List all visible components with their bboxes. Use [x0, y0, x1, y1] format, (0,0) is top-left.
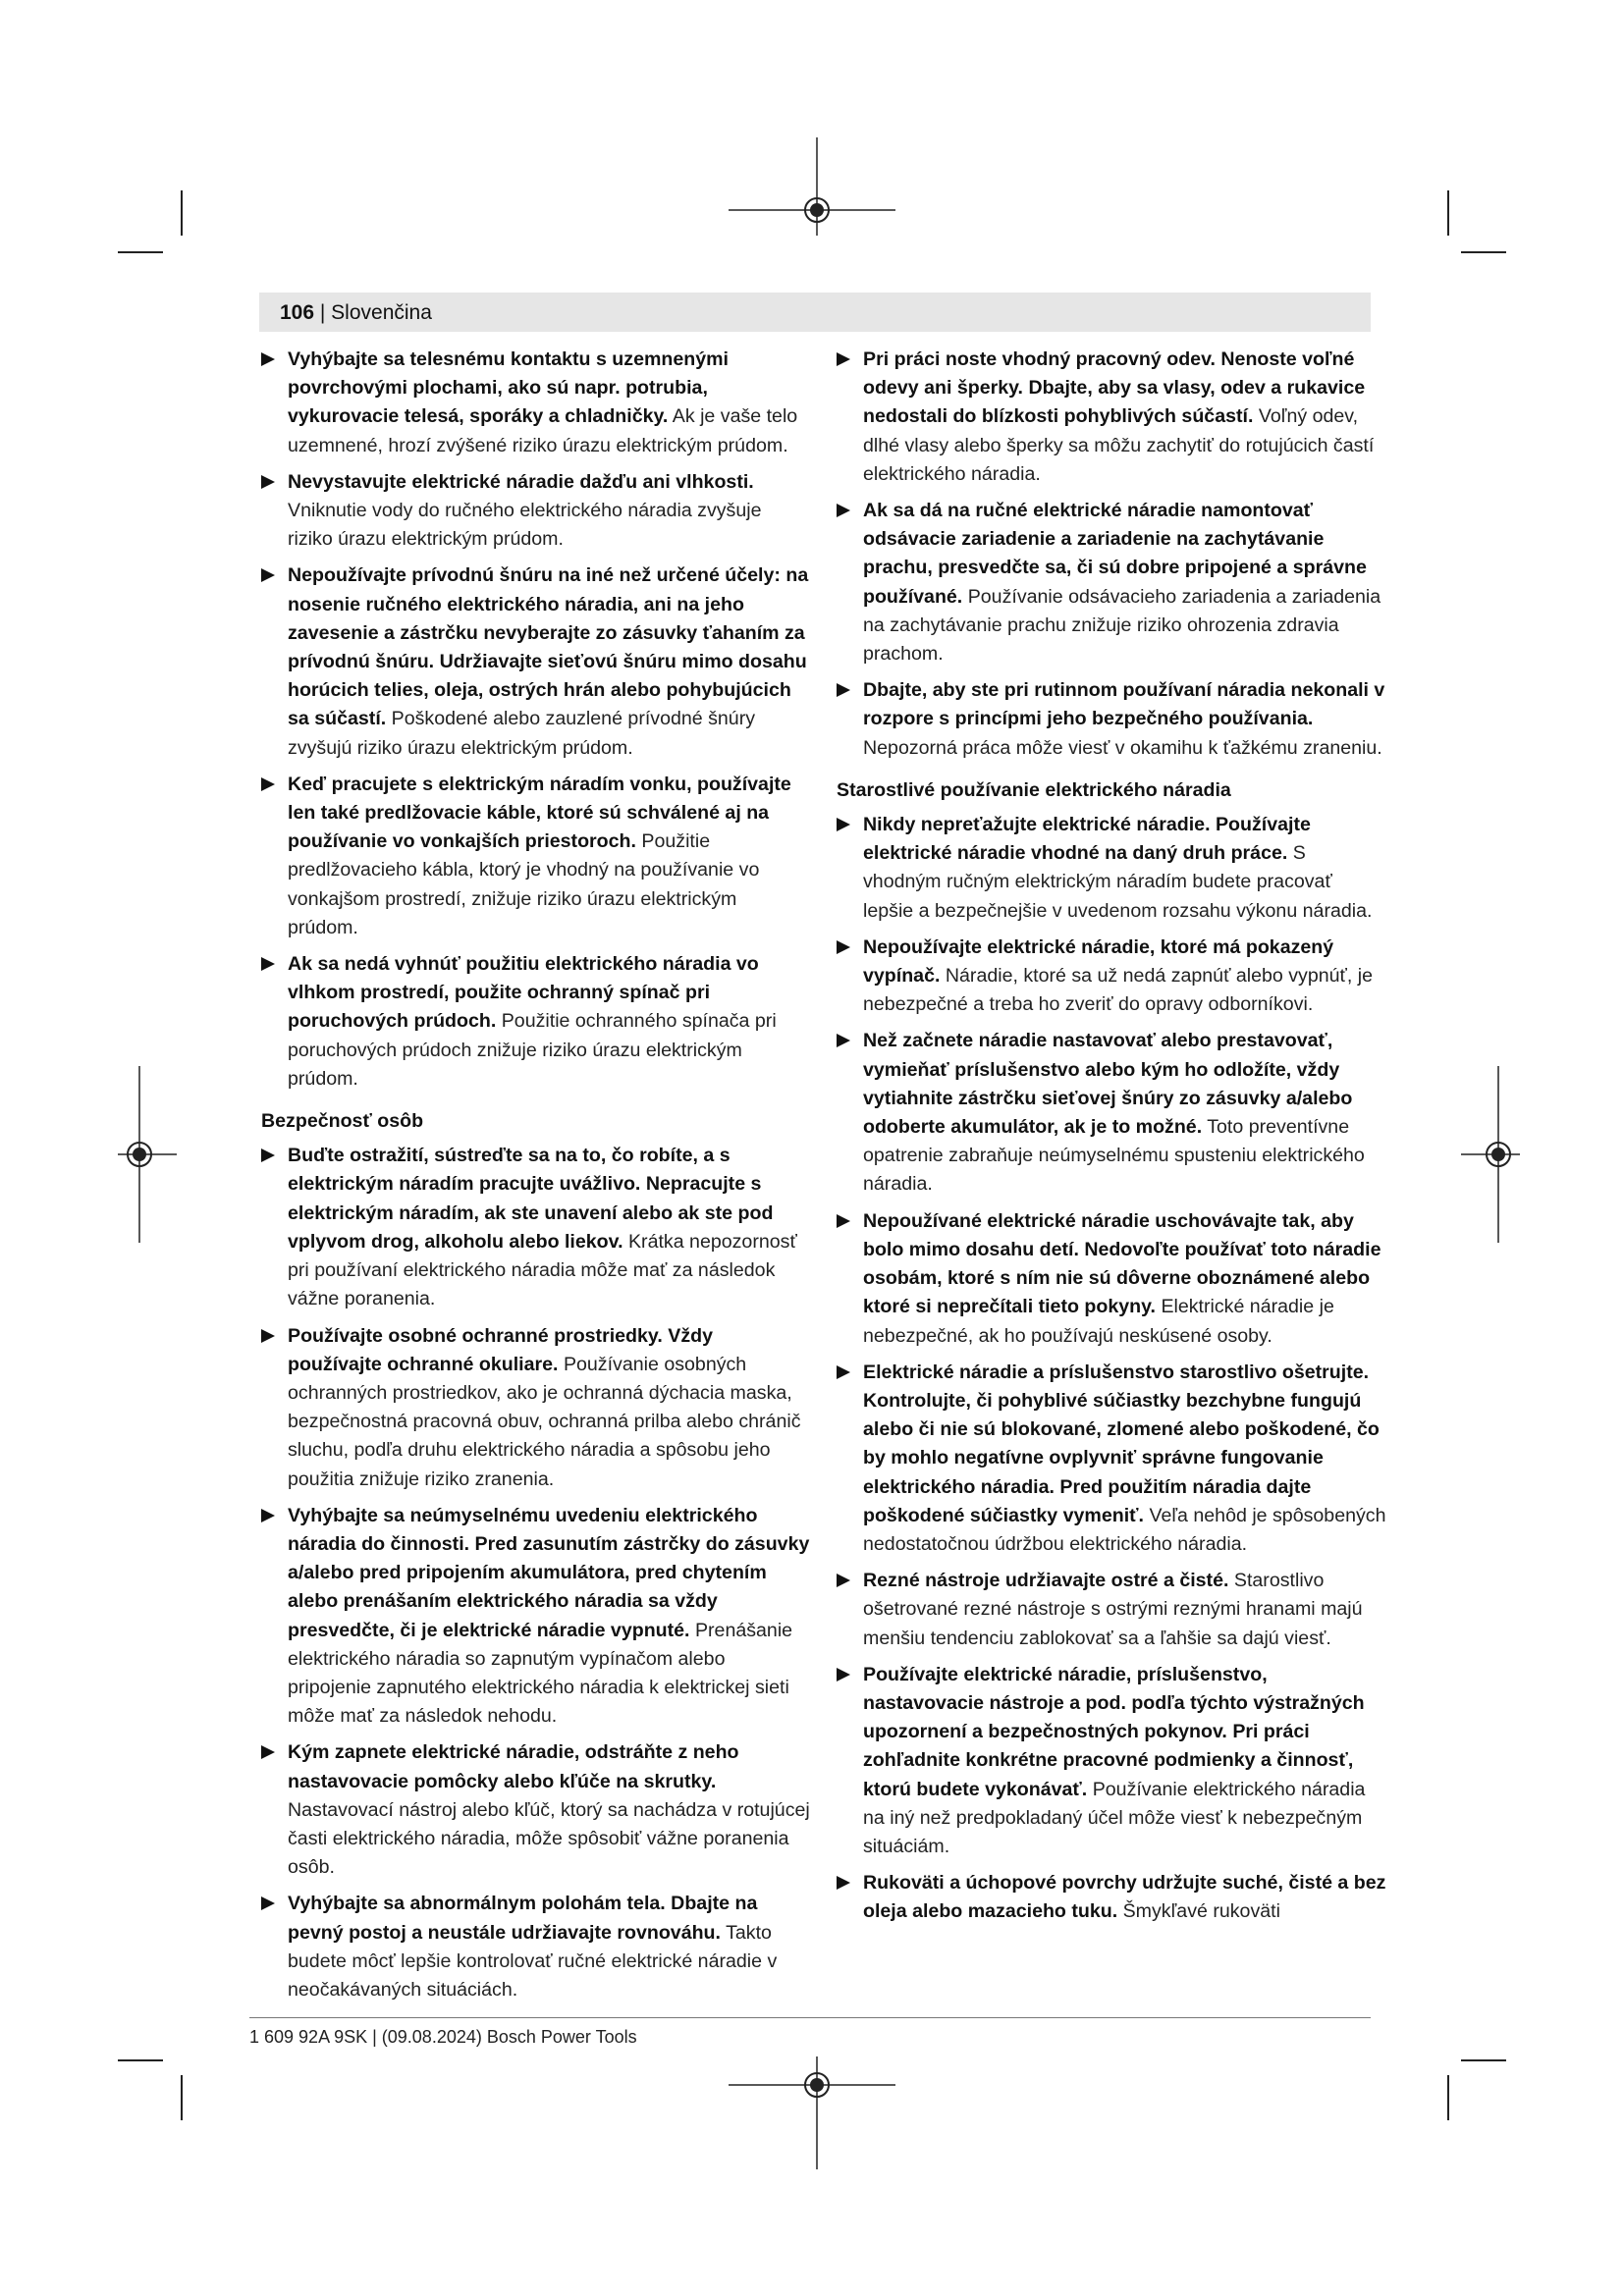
section-heading: Bezpečnosť osôb — [261, 1110, 424, 1133]
crop-mark — [181, 190, 183, 236]
safety-instruction — [837, 811, 1386, 926]
bullet-triangle-icon — [837, 1574, 850, 1587]
instruction-bold: Než začnete náradie nastavovať alebo prestavovať, vymieňať príslušenstvo alebo kým ho odložíte, vždy vytiahnite zástrčku sieťovej šnúry zo zásuvky a/alebo odoberte akumulátor, ak je to možné. — [863, 1030, 1353, 1139]
instruction-bold: Buďte ostražití, sústreďte sa na to, čo robíte, a s elektrickým náradím pracujte uvážlivo. Nepracujte s elektrickým náradím, ak ste unavení alebo ak ste pod vplyvom drog, alkoholu alebo liekov. — [288, 1145, 774, 1253]
instruction-bold: Vyhýbajte sa neúmyselnému uvedeniu elektrického náradia do činnosti. Pred zasunutím zástrčky do zásuvky a/alebo pred pripojením akumulátora, pred chytením alebo prenášaním elektrického náradia sa vždy presvedčte, či je elektrické náradie vypnuté. — [288, 1504, 810, 1641]
instruction-bold: Elektrické náradie a príslušenstvo starostlivo ošetrujte. Kontrolujte, či pohyblivé súčiastky bezchybne fungujú alebo či nie sú blokované, zlomené alebo poškodené, čo by mohlo negatívne ovplyvniť správne fungovanie elektrického náradia. Pred použitím náradia dajte poškodené súčiastky vymeniť. — [863, 1361, 1380, 1526]
bullet-triangle-icon — [837, 1876, 850, 1890]
safety-instruction — [261, 1502, 811, 1732]
instruction-text: Poškodené alebo zauzlené prívodné šnúry zvyšujú riziko úrazu elektrickým prúdom. — [288, 708, 756, 759]
instruction-text: Veľa nehôd je spôsobených nedostatočnou údržbou elektrického náradia. — [863, 1504, 1386, 1555]
registration-mark-icon — [118, 1066, 177, 1243]
registration-mark-icon — [729, 2052, 895, 2169]
bullet-triangle-icon — [261, 957, 275, 971]
bullet-triangle-icon — [837, 352, 850, 366]
safety-instruction — [261, 1890, 811, 2004]
instruction-text: Nastavovací nástroj alebo kľúč, ktorý sa nachádza v rotujúcej časti elektrického náradia, môže spôsobiť vážne poranenia osôb. — [288, 1798, 810, 1879]
bullet-triangle-icon — [261, 1148, 275, 1162]
crop-mark — [118, 251, 163, 253]
crop-mark — [1447, 2075, 1449, 2120]
instruction-text: Voľný odev, dlhé vlasy alebo šperky sa môžu zachytiť do rotujúcich častí elektrického náradia. — [863, 405, 1375, 485]
crop-mark — [1447, 190, 1449, 236]
instruction-bold: Nepoužívajte elektrické náradie, ktoré má pokazený vypínač. — [863, 935, 1334, 988]
instruction-text: Krátka nepozornosť pri používaní elektrického náradia môže mať za následok vážne poranenia. — [288, 1230, 797, 1310]
instruction-bold: Vyhýbajte sa abnormálnym polohám tela. Dbajte na pevný postoj a neustále udržiavajte rovnováhu. — [288, 1893, 758, 1944]
bullet-triangle-icon — [261, 777, 275, 791]
instruction-text: Toto preventívne opatrenie zabraňuje neúmyselnému spusteniu elektrického náradia. — [863, 1116, 1365, 1196]
bullet-triangle-icon — [837, 1034, 850, 1047]
registration-mark-icon — [1461, 1066, 1520, 1243]
safety-instruction — [837, 497, 1386, 668]
bullet-triangle-icon — [837, 818, 850, 831]
instruction-text: Používanie odsávacieho zariadenia a zariadenia na zachytávanie prachu znižuje riziko ohrozenia zdravia prachom. — [863, 585, 1381, 666]
instruction-bold: Nevystavujte elektrické náradie dažďu ani vlhkosti. — [288, 470, 754, 493]
bullet-triangle-icon — [837, 1214, 850, 1228]
instruction-text: S vhodným ručným elektrickým náradím budete pracovať lepšie a bezpečnejšie v uvedenom rozsahu výkonu náradia. — [863, 842, 1373, 922]
safety-instruction — [837, 346, 1386, 489]
instruction-text: Starostlivo ošetrované rezné nástroje s ostrými reznými hranami majú menšiu tendenciu zablokovať sa a ľahšie sa dajú viesť. — [863, 1570, 1363, 1649]
instruction-bold: Kým zapnete elektrické náradie, odstráňte z neho nastavovacie pomôcky alebo kľúče na skrutky. — [288, 1741, 739, 1792]
footer-rule — [249, 2017, 1371, 2018]
page-number: 106 — [280, 301, 315, 324]
page-footer: 1 609 92A 9SK | (09.08.2024) Bosch Power Tools — [249, 2027, 637, 2047]
bullet-triangle-icon — [837, 504, 850, 517]
instruction-text: Vniknutie vody do ručného elektrického náradia zvyšuje riziko úrazu elektrickým prúdom. — [288, 500, 762, 551]
instruction-text: Elektrické náradie je nebezpečné, ak ho používajú neskúsené osoby. — [863, 1296, 1334, 1347]
bullet-triangle-icon — [261, 1329, 275, 1343]
instruction-bold: Používajte elektrické náradie, príslušenstvo, nastavovacie nástroje a pod. podľa týchto výstražných upozornení a bezpečnostných pokynov. Pri práci zohľadnite konkrétne pracovné podmienky a činnosť, ktorú budete vykonávať. — [863, 1663, 1365, 1800]
bullet-triangle-icon — [261, 568, 275, 582]
registration-mark-icon — [729, 137, 895, 245]
instruction-bold: Rezné nástroje udržiavajte ostré a čisté. — [863, 1570, 1229, 1592]
bullet-triangle-icon — [261, 1896, 275, 1910]
bullet-triangle-icon — [837, 1668, 850, 1682]
right-column — [837, 346, 1386, 1935]
bullet-triangle-icon — [261, 1509, 275, 1522]
instruction-text: Použitie ochranného spínača pri poruchových prúdoch znižuje riziko úrazu elektrickým prúdom. — [288, 1010, 777, 1090]
instruction-bold: Ak sa dá na ručné elektrické náradie namontovať odsávacie zariadenie a zariadenie na zachytávanie prachu, presvedčte sa, či sú dobre pripojené a správne používané. — [863, 500, 1367, 608]
safety-instruction — [261, 1142, 811, 1313]
instruction-text: Použitie predlžovacieho kábla, ktorý je vhodný na používanie vo vonkajšom prostredí, znižuje riziko úrazu elektrickým prúdom. — [288, 830, 760, 938]
bullet-triangle-icon — [837, 1365, 850, 1379]
safety-instruction — [261, 950, 811, 1094]
crop-mark — [1461, 2059, 1506, 2061]
safety-instruction — [837, 1207, 1386, 1351]
instruction-bold: Nepoužívané elektrické náradie uschovávajte tak, aby bolo mimo dosahu detí. Nedovoľte používať toto náradie osobám, ktoré s ním nie sú dôverne oboznámené alebo ktoré si neprečítali tieto pokyny. — [863, 1209, 1381, 1318]
bullet-triangle-icon — [837, 683, 850, 697]
instruction-bold: Rukoväti a úchopové povrchy udržujte suché, čisté a bez oleja alebo mazacieho tuku. — [863, 1872, 1386, 1923]
crop-mark — [181, 2075, 183, 2120]
instruction-bold: Ak sa nedá vyhnúť použitiu elektrického náradia vo vlhkom prostredí, použite ochranný spínač pri poruchových prúdoch. — [288, 953, 759, 1033]
header-language: Slovenčina — [331, 301, 432, 324]
safety-instruction — [261, 771, 811, 942]
instruction-bold: Vyhýbajte sa telesnému kontaktu s uzemnenými povrchovými plochami, ako sú napr. potrubia, vykurovacie telesá, sporáky a chladničky. — [288, 348, 729, 428]
instruction-text: Ak je vaše telo uzemnené, hrozí zvýšené riziko úrazu elektrickým prúdom. — [288, 405, 798, 456]
safety-instruction — [261, 468, 811, 555]
instruction-text: Takto budete môcť lepšie kontrolovať ručné elektrické náradie v neočakávaných situáciách. — [288, 1921, 778, 2001]
bullet-triangle-icon — [261, 475, 275, 489]
bullet-triangle-icon — [261, 352, 275, 366]
bullet-triangle-icon — [261, 1745, 275, 1759]
instruction-bold: Nikdy nepreťažujte elektrické náradie. Používajte elektrické náradie vhodné na daný druh práce. — [863, 814, 1311, 865]
instruction-text: Používanie osobných ochranných prostriedkov, ako je ochranná dýchacia maska, bezpečnostná pracovná obuv, ochranná prilba alebo chránič sluchu, podľa druhu elektrického náradia a spôsobu jeho použitia znižuje riziko zranenia. — [288, 1353, 801, 1490]
instruction-text: Prenášanie elektrického náradia so zapnutým vypínačom alebo pripojenie zapnutého elektrického náradia k elektrickej sieti môže mať za následok nehodu. — [288, 1619, 793, 1728]
safety-instruction — [837, 1661, 1386, 1861]
safety-instruction — [837, 1869, 1386, 1926]
safety-instruction — [837, 676, 1386, 763]
safety-instruction — [837, 934, 1386, 1020]
bullet-triangle-icon — [837, 940, 850, 954]
left-column — [261, 346, 811, 2012]
safety-instruction — [261, 561, 811, 762]
instruction-bold: Používajte osobné ochranné prostriedky. Vždy používajte ochranné okuliare. — [288, 1324, 713, 1375]
safety-instruction — [837, 1027, 1386, 1199]
instruction-bold: Keď pracujete s elektrickým náradím vonku, používajte len také predlžovacie káble, ktoré sú schválené aj na používanie vo vonkajších priestoroch. — [288, 773, 791, 853]
crop-mark — [118, 2059, 163, 2061]
instruction-bold: Pri práci noste vhodný pracovný odev. Nenoste voľné odevy ani šperky. Dbajte, aby sa vlasy, odev a rukavice nedostali do blízkosti pohyblivých súčastí. — [863, 348, 1366, 428]
instruction-text: Náradie, ktoré sa už nedá zapnúť alebo vypnúť, je nebezpečné a treba ho zveriť do opravy odborníkovi. — [863, 965, 1374, 1016]
crop-mark — [1461, 251, 1506, 253]
section-heading: Starostlivé používanie elektrického náradia — [837, 778, 1231, 801]
instruction-bold: Dbajte, aby ste pri rutinnom používaní náradia nekonali v rozpore s princípmi jeho bezpečného používania. — [863, 679, 1385, 730]
safety-instruction — [261, 1322, 811, 1494]
safety-instruction — [261, 1738, 811, 1882]
page-header-text: 106 | Slovenčina — [280, 301, 432, 324]
instruction-text: Šmykľavé rukoväti — [1122, 1900, 1280, 1923]
instruction-text: Používanie elektrického náradia na iný než predpokladaný účel môže viesť k nebezpečným situáciám. — [863, 1778, 1366, 1857]
safety-instruction — [837, 1359, 1386, 1559]
safety-instruction — [837, 1567, 1386, 1653]
safety-instruction — [261, 346, 811, 460]
instruction-bold: Nepoužívajte prívodnú šnúru na iné než určené účely: na nosenie ručného elektrického náradia, ani na jeho zavesenie a zástrčku nevyberajte zo zásuvky ťahaním za prívodnú šnúru. Udržiavajte sieťovú šnúru mimo dosahu horúcich telies, oleja, ostrých hrán alebo pohybujúcich sa súčastí. — [288, 564, 809, 730]
instruction-text: Nepozorná práca môže viesť v okamihu k ťažkému zraneniu. — [863, 736, 1382, 759]
